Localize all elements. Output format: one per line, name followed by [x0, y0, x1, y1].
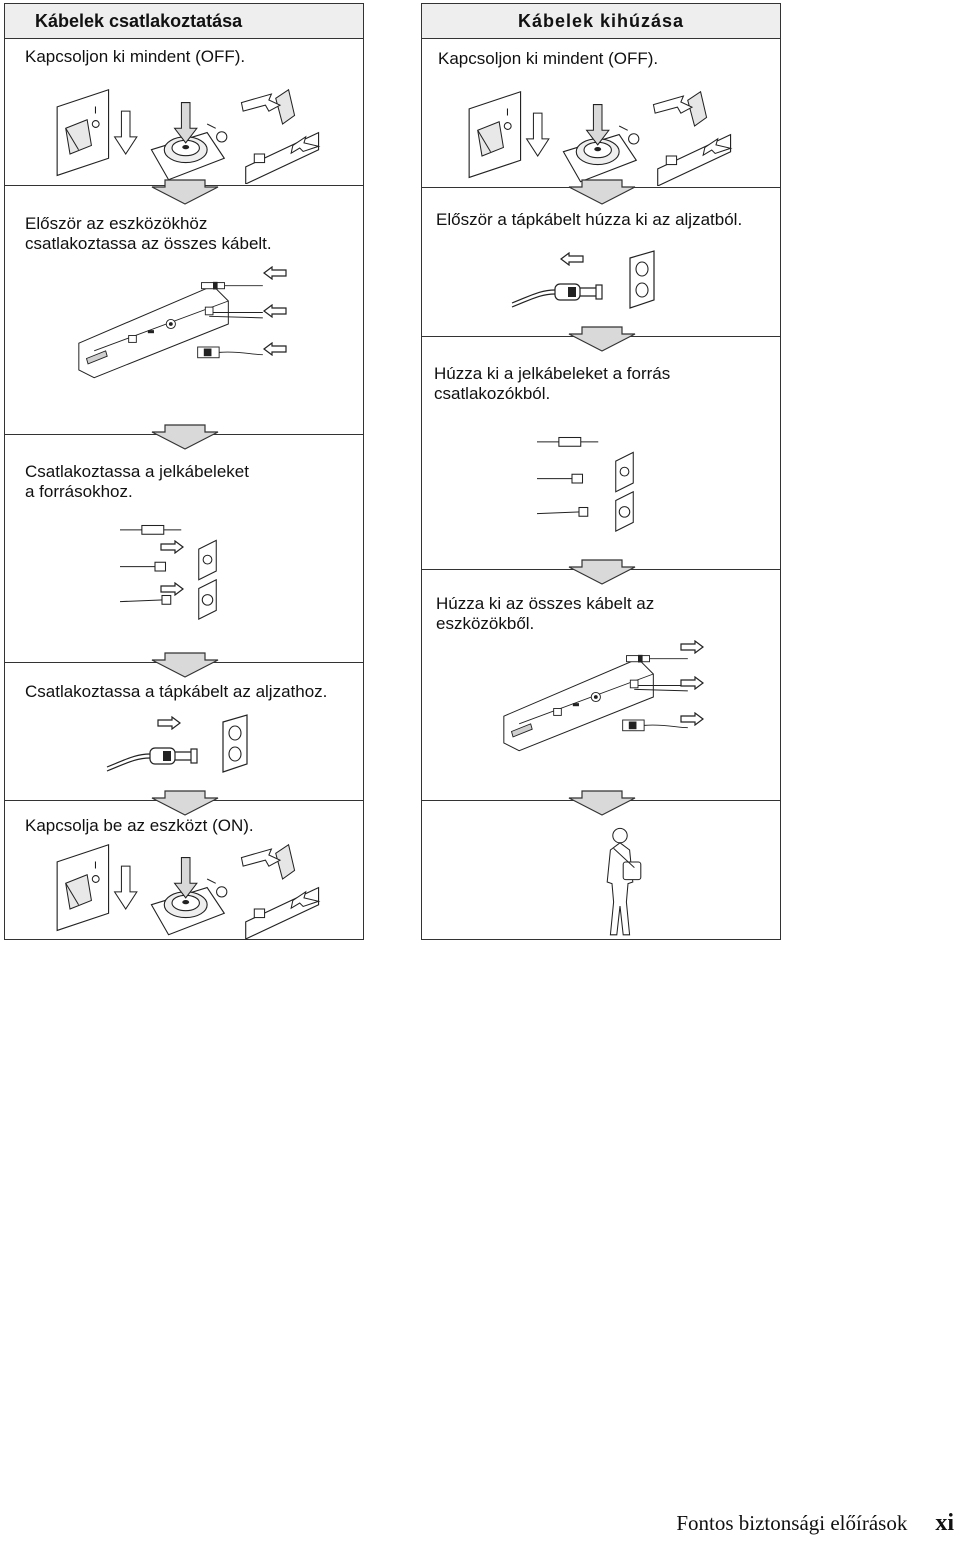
arrow-right-icon [680, 640, 704, 654]
arrow-left-icon [263, 266, 287, 280]
down-arrow-icon [150, 652, 220, 678]
arrow-right-icon [680, 676, 704, 690]
step-text: Először a tápkábelt húzza ki az aljzatból. [436, 210, 743, 229]
wall-outlet-icon [220, 714, 250, 774]
down-arrow-icon [150, 179, 220, 205]
down-arrow-icon [567, 559, 637, 585]
arrow-right-icon [680, 712, 704, 726]
power-on-illustration [20, 819, 360, 939]
step-text: Kapcsoljon ki mindent (OFF). [438, 49, 659, 68]
connect-cables-title: Kábelek csatlakoztatása [5, 4, 363, 39]
arrow-right-icon [157, 716, 181, 730]
down-arrow-icon [150, 424, 220, 450]
power-off-illustration [432, 66, 772, 186]
arrow-right-icon [160, 540, 184, 554]
step-text: Csatlakoztassa a tápkábelt az aljzathoz. [25, 682, 328, 701]
page-number: xi [935, 1510, 954, 1536]
step-text: Csatlakoztassa a jelkábeleket a forrásokhoz. [25, 462, 249, 501]
step-text: Húzza ki az összes kábelt az eszközökből. [436, 594, 655, 633]
signal-cables-illustration [537, 428, 677, 538]
step-text: Kapcsoljon ki mindent (OFF). [25, 47, 246, 66]
down-arrow-icon [567, 326, 637, 352]
step-text: Először az eszközökhöz csatlakoztassa az összes kábelt. [25, 214, 272, 253]
disconnect-cables-title: Kábelek kihúzása [422, 4, 780, 39]
step-text: Kapcsolja be az eszközt (ON). [25, 816, 254, 835]
person-walking-illustration [580, 826, 660, 938]
power-off-illustration [20, 64, 360, 184]
arrow-left-icon [263, 342, 287, 356]
power-plug-illustration [105, 736, 205, 776]
arrow-left-icon [263, 304, 287, 318]
down-arrow-icon [567, 790, 637, 816]
down-arrow-icon [567, 179, 637, 205]
footer-section-title: Fontos biztonsági előírások [676, 1511, 908, 1535]
wall-outlet-icon [627, 250, 657, 310]
power-plug-illustration [510, 272, 610, 312]
connect-cables-column [4, 3, 364, 940]
arrow-right-icon [160, 582, 184, 596]
signal-cables-illustration [120, 516, 260, 626]
down-arrow-icon [150, 790, 220, 816]
page-footer [676, 1510, 954, 1537]
arrow-left-icon [560, 252, 584, 266]
disconnect-cables-column [421, 3, 781, 940]
step-text: Húzza ki a jelkábeleket a forrás csatlakozókból. [434, 364, 671, 403]
